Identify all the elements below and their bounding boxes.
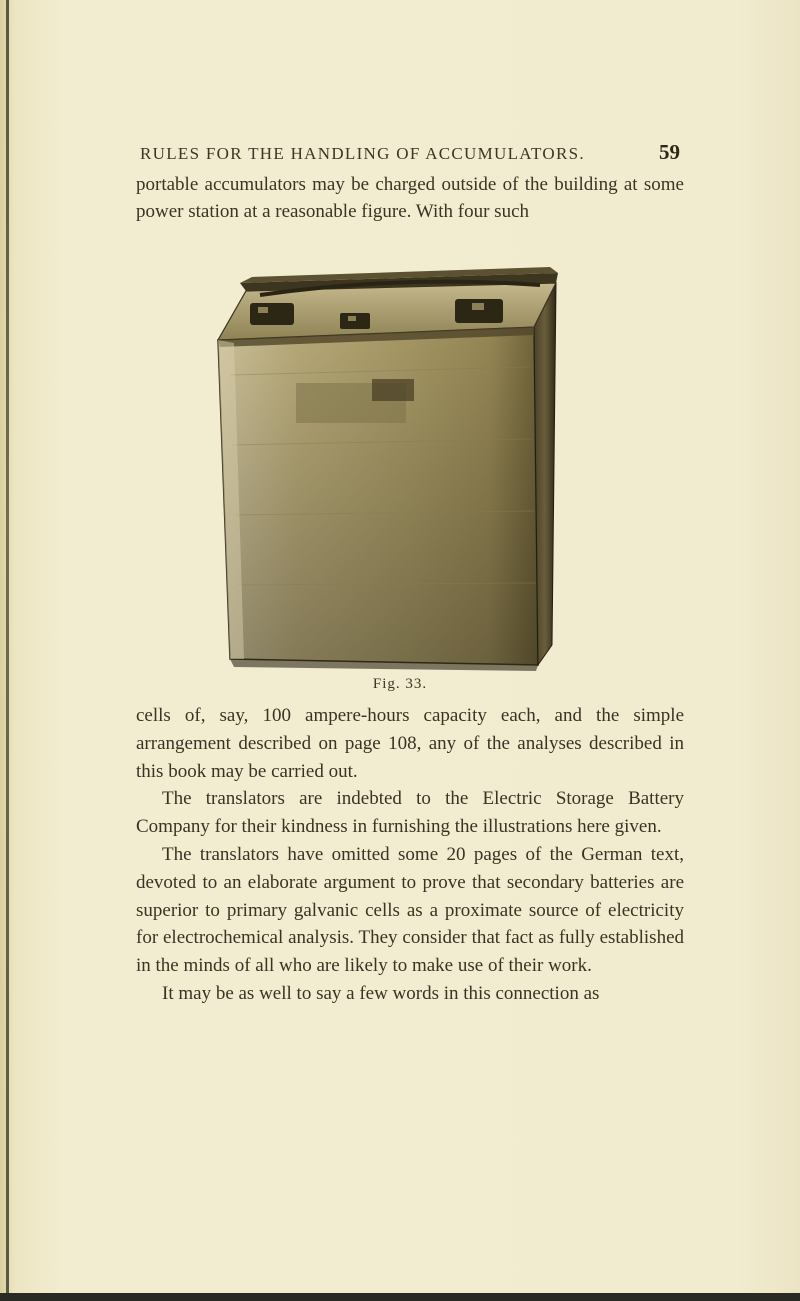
page-bottom-edge (0, 1293, 800, 1301)
body-text (136, 702, 684, 1008)
paragraph-translators-thanks: The translators are indebted to the Electric Storage Battery Company for their kindness in furnishing the illustrations here given. (136, 788, 684, 838)
paragraph-continuation: cells of, say, 100 ampere-hours capacity each, and the simple arrangement described on page 108, any of the analyses described in this book may be carried out. (136, 705, 684, 782)
figure-caption: Fig. 33. (372, 676, 428, 692)
paragraph-translators-omission: The translators have omitted some 20 pages of the German text, devoted to an elaborate argument to prove that secondary batteries are superior to primary galvanic cells as a proximate source of electricity for electrochemical analysis. They consider that fact as fully established in the minds of all who are likely to make use of their work. (136, 843, 684, 977)
paragraph-top: portable accumulators may be charged outside of the building at some power station at a reasonable figure. With four such (136, 174, 684, 222)
accumulator-cell-illustration-icon (200, 255, 572, 675)
page-number: 59 (659, 140, 680, 164)
binding-edge (6, 0, 9, 1301)
paragraph-last: It may be as well to say a few words in this connection as (162, 982, 600, 1004)
running-header-title: RULES FOR THE HANDLING OF ACCUMULATORS. (140, 144, 585, 163)
running-header (140, 140, 680, 165)
